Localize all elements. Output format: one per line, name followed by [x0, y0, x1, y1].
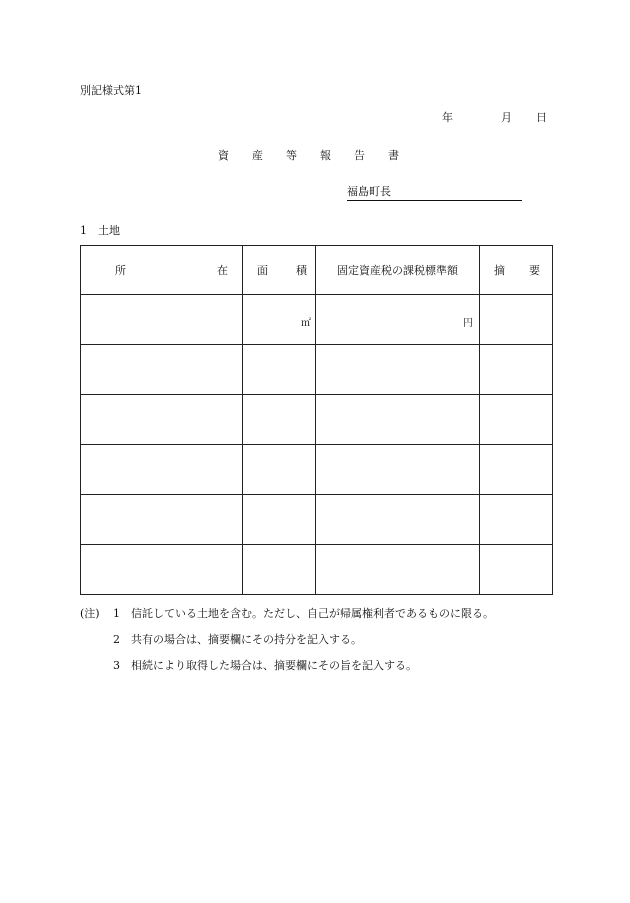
cell-remarks[interactable] — [480, 445, 553, 495]
table-row — [81, 295, 553, 345]
note-item — [80, 653, 494, 679]
date-year-label: 年 — [442, 111, 453, 124]
cell-area[interactable] — [243, 545, 316, 595]
note-text: 相続により取得した場合は、摘要欄にその旨を記入する。 — [131, 659, 417, 672]
header-tax-value: 固定資産税の課税標準額 — [316, 246, 480, 295]
note-number: 1 — [113, 607, 120, 620]
addressee: 福島町長 — [347, 185, 391, 198]
area-unit: ㎡ — [301, 318, 311, 329]
notes-prefix: (注) — [80, 607, 100, 620]
date-line — [442, 109, 547, 125]
cell-tax-value[interactable] — [316, 495, 480, 545]
cell-location[interactable] — [81, 545, 243, 595]
cell-tax-value[interactable] — [316, 445, 480, 495]
cell-location[interactable] — [81, 345, 243, 395]
note-number: 2 — [113, 633, 120, 646]
note-number: 3 — [113, 659, 120, 672]
cell-area[interactable] — [243, 345, 316, 395]
table-row — [81, 545, 553, 595]
cell-remarks[interactable] — [480, 295, 553, 345]
date-month-label: 月 — [501, 111, 512, 124]
cell-remarks[interactable] — [480, 495, 553, 545]
note-item — [80, 627, 494, 653]
cell-tax-value[interactable] — [316, 295, 480, 345]
cell-location[interactable] — [81, 445, 243, 495]
title-char: 告 — [354, 149, 365, 162]
cell-location[interactable] — [81, 295, 243, 345]
header-area: 面 積 — [243, 246, 316, 295]
cell-remarks[interactable] — [480, 395, 553, 445]
cell-location[interactable] — [81, 495, 243, 545]
header-remarks: 摘 要 — [480, 246, 553, 295]
note-text: 共有の場合は、摘要欄にその持分を記入する。 — [131, 633, 362, 646]
table-row — [81, 345, 553, 395]
title-char: 報 — [320, 149, 331, 162]
document-title — [218, 147, 422, 163]
title-char: 等 — [286, 149, 297, 162]
form-identifier: 別記様式第1 — [80, 84, 142, 97]
cell-location[interactable] — [81, 395, 243, 445]
title-char: 書 — [388, 149, 399, 162]
section-heading: 1 土地 — [80, 224, 120, 237]
notes — [80, 601, 494, 679]
cell-area[interactable] — [243, 395, 316, 445]
note-item — [80, 601, 494, 627]
title-char: 資 — [218, 149, 229, 162]
date-day-label: 日 — [536, 111, 547, 124]
table-header-row — [81, 246, 553, 295]
cell-tax-value[interactable] — [316, 395, 480, 445]
cell-area[interactable] — [243, 295, 316, 345]
cell-tax-value[interactable] — [316, 545, 480, 595]
table-row — [81, 495, 553, 545]
land-table — [80, 245, 553, 595]
cell-remarks[interactable] — [480, 345, 553, 395]
yen-unit: 円 — [463, 318, 473, 329]
table-row — [81, 395, 553, 445]
cell-area[interactable] — [243, 495, 316, 545]
cell-remarks[interactable] — [480, 545, 553, 595]
title-char: 産 — [252, 149, 263, 162]
note-text: 信託している土地を含む。ただし、自己が帰属権利者であるものに限る。 — [131, 607, 494, 620]
addressee-line — [347, 183, 522, 201]
header-location: 所 在 — [81, 246, 243, 295]
table-row — [81, 445, 553, 495]
cell-tax-value[interactable] — [316, 345, 480, 395]
cell-area[interactable] — [243, 445, 316, 495]
